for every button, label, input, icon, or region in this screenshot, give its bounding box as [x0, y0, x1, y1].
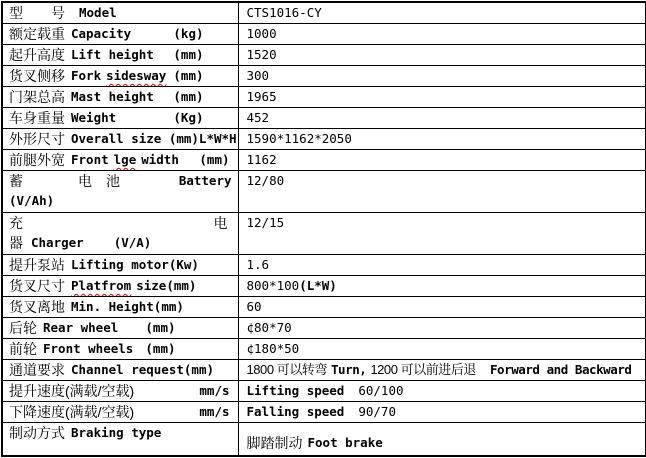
value-text: 1590*1162*2050 [246, 131, 352, 146]
label-zh: 前腿外宽 [9, 152, 65, 168]
label-en: Model [79, 5, 117, 20]
label-zh: 电 [78, 173, 92, 189]
value-zh: 1200 可以前进后退 [370, 362, 476, 377]
label-zh: 充 [9, 215, 23, 231]
label-en-misspelled: Platfrom [71, 278, 132, 293]
value-text: 60 [246, 299, 262, 314]
label-unit: (Kw) [168, 257, 199, 272]
label-zh: 制动方式 [9, 425, 65, 441]
value-text-bold: (L*W) [299, 278, 337, 293]
label-cell [2, 297, 238, 318]
label-en-misspelled: lge [113, 152, 137, 167]
label-zh: 蓄 [9, 173, 23, 189]
value-zh: 脚踏制动 [246, 434, 303, 451]
spec-table [1, 1, 646, 457]
value-zh: 1800 可以转弯 [246, 362, 327, 377]
label-zh: 器 [9, 235, 23, 251]
table-row-channel-request [2, 360, 646, 381]
table-row-overall-size [2, 129, 646, 150]
value-text: 90/70 [358, 404, 396, 419]
label-unit: (kg) [173, 26, 204, 41]
table-row-front-wheels [2, 339, 646, 360]
label-zh: 前轮 [9, 341, 37, 357]
table-row-fork-sidesway [2, 66, 646, 87]
label-en: size [136, 278, 167, 293]
label-cell [2, 129, 238, 150]
value-cell [238, 423, 646, 456]
value-cell [238, 276, 646, 297]
label-cell [2, 360, 238, 381]
value-text: 1520 [246, 47, 277, 62]
label-cell [2, 213, 238, 255]
label-en: Fork [71, 68, 102, 83]
table-row-lifting-speed [2, 381, 646, 402]
label-unit: (mm) [153, 299, 184, 314]
label-en: Lift height [71, 47, 154, 62]
label-zh: 门架总高 [9, 89, 65, 105]
label-zh: 号 [51, 5, 65, 21]
label-unit: mm/s [199, 404, 230, 419]
label-zh: 型 [9, 5, 23, 21]
table-row-mast-height [2, 87, 646, 108]
label-zh: 后轮 [9, 320, 37, 336]
label-en: Capacity [71, 26, 132, 41]
value-text: 60/100 [358, 383, 404, 398]
label-cell [2, 108, 238, 129]
value-cell [238, 339, 646, 360]
label-zh: 提升速度(满载/空载) [9, 383, 135, 399]
label-zh: 货叉侧移 [9, 68, 65, 84]
label-cell [2, 66, 238, 87]
value-cell [238, 297, 646, 318]
value-cell [238, 381, 646, 402]
label-zh: 外形尺寸 [9, 131, 65, 147]
table-row-falling-speed [2, 402, 646, 423]
value-text: CTS1016-CY [246, 5, 322, 20]
value-cell [238, 87, 646, 108]
value-text: ¢80*70 [246, 320, 292, 335]
label-zh: 池 [106, 173, 120, 189]
label-en: Battery [178, 173, 232, 188]
label-en: Braking type [71, 425, 162, 440]
label-en: Charger [31, 235, 84, 250]
value-text: 452 [246, 110, 270, 125]
label-unit: (V/Ah) [9, 193, 55, 208]
label-en: Overall size (mm)L*W*H [71, 131, 237, 146]
label-en: Mast height [71, 89, 154, 104]
label-en: Weight [71, 110, 117, 125]
value-text: 12/80 [246, 173, 285, 188]
label-unit: (mm) [173, 68, 204, 83]
label-unit: mm/s [199, 383, 230, 398]
table-row-lift-height [2, 45, 646, 66]
label-unit: (mm) [173, 47, 204, 62]
label-unit: (V/A) [113, 235, 152, 250]
label-zh: 通道要求 [9, 362, 65, 378]
label-cell [2, 318, 238, 339]
label-zh: 车身重量 [9, 110, 65, 126]
label-cell [2, 45, 238, 66]
value-text: 1162 [246, 152, 277, 167]
value-text: ¢180*50 [246, 341, 300, 356]
label-en: Front [71, 152, 109, 167]
table-row-lifting-motor [2, 255, 646, 276]
label-zh: 提升泵站 [9, 257, 65, 273]
label-zh: 额定载重 [9, 26, 65, 42]
value-text-bold: Lifting speed [246, 383, 345, 398]
label-unit: (Kg) [173, 110, 204, 125]
label-unit: (mm) [166, 278, 197, 293]
label-cell [2, 276, 238, 297]
table-row-battery [2, 171, 646, 213]
label-en: Lifting motor [71, 257, 169, 272]
label-zh: 货叉离地 [9, 299, 65, 315]
table-row-capacity [2, 24, 646, 45]
label-unit: (mm) [183, 362, 214, 377]
value-cell [238, 45, 646, 66]
value-cell [238, 150, 646, 171]
table-row-platform-size [2, 276, 646, 297]
value-cell [238, 255, 646, 276]
value-text-bold: Turn, [330, 362, 367, 377]
label-cell [2, 339, 238, 360]
value-text: 800*100 [246, 278, 300, 293]
value-text: 1965 [246, 89, 277, 104]
value-cell [238, 402, 646, 423]
label-zh: 电 [213, 215, 228, 231]
label-cell [2, 150, 238, 171]
value-cell [238, 2, 646, 24]
label-cell [2, 87, 238, 108]
value-cell [238, 213, 646, 255]
label-zh: 起升高度 [9, 47, 65, 63]
value-cell [238, 129, 646, 150]
value-cell [238, 108, 646, 129]
label-unit: (mm) [173, 89, 204, 104]
value-text-bold: Foot brake [307, 434, 383, 450]
table-row-min-height [2, 297, 646, 318]
label-cell [2, 255, 238, 276]
label-cell [2, 24, 238, 45]
label-zh: 下降速度(满载/空载) [9, 404, 135, 420]
value-cell [238, 24, 646, 45]
label-zh: 货叉尺寸 [9, 278, 65, 294]
label-en-misspelled: sidesway [106, 68, 167, 83]
table-row-braking-type [2, 423, 646, 456]
label-cell [2, 402, 238, 423]
value-text: 12/15 [246, 215, 285, 230]
label-cell [2, 171, 238, 213]
value-cell [238, 360, 646, 381]
label-en: Min. Height [71, 299, 154, 314]
value-text: 1000 [246, 26, 277, 41]
label-en: Rear wheel [43, 320, 119, 335]
label-en: Channel request [71, 362, 184, 377]
value-text-bold: Falling speed [246, 404, 345, 419]
label-en: Front wheels [43, 341, 134, 356]
table-row-charger [2, 213, 646, 255]
label-unit: (mm) [145, 320, 176, 335]
value-cell [238, 171, 646, 213]
table-row-front-leg-width [2, 150, 646, 171]
table-row-rear-wheel [2, 318, 646, 339]
label-unit: (mm) [199, 152, 230, 167]
label-cell [2, 423, 238, 456]
label-cell [2, 2, 238, 24]
value-text: 300 [246, 68, 270, 83]
table-row-model [2, 2, 646, 24]
label-unit: (mm) [145, 341, 176, 356]
value-cell [238, 318, 646, 339]
label-en: width [141, 152, 179, 167]
value-text-bold: Forward and Backward [489, 362, 632, 377]
label-cell [2, 381, 238, 402]
value-cell [238, 66, 646, 87]
value-text: 1.6 [246, 257, 270, 272]
table-row-weight [2, 108, 646, 129]
